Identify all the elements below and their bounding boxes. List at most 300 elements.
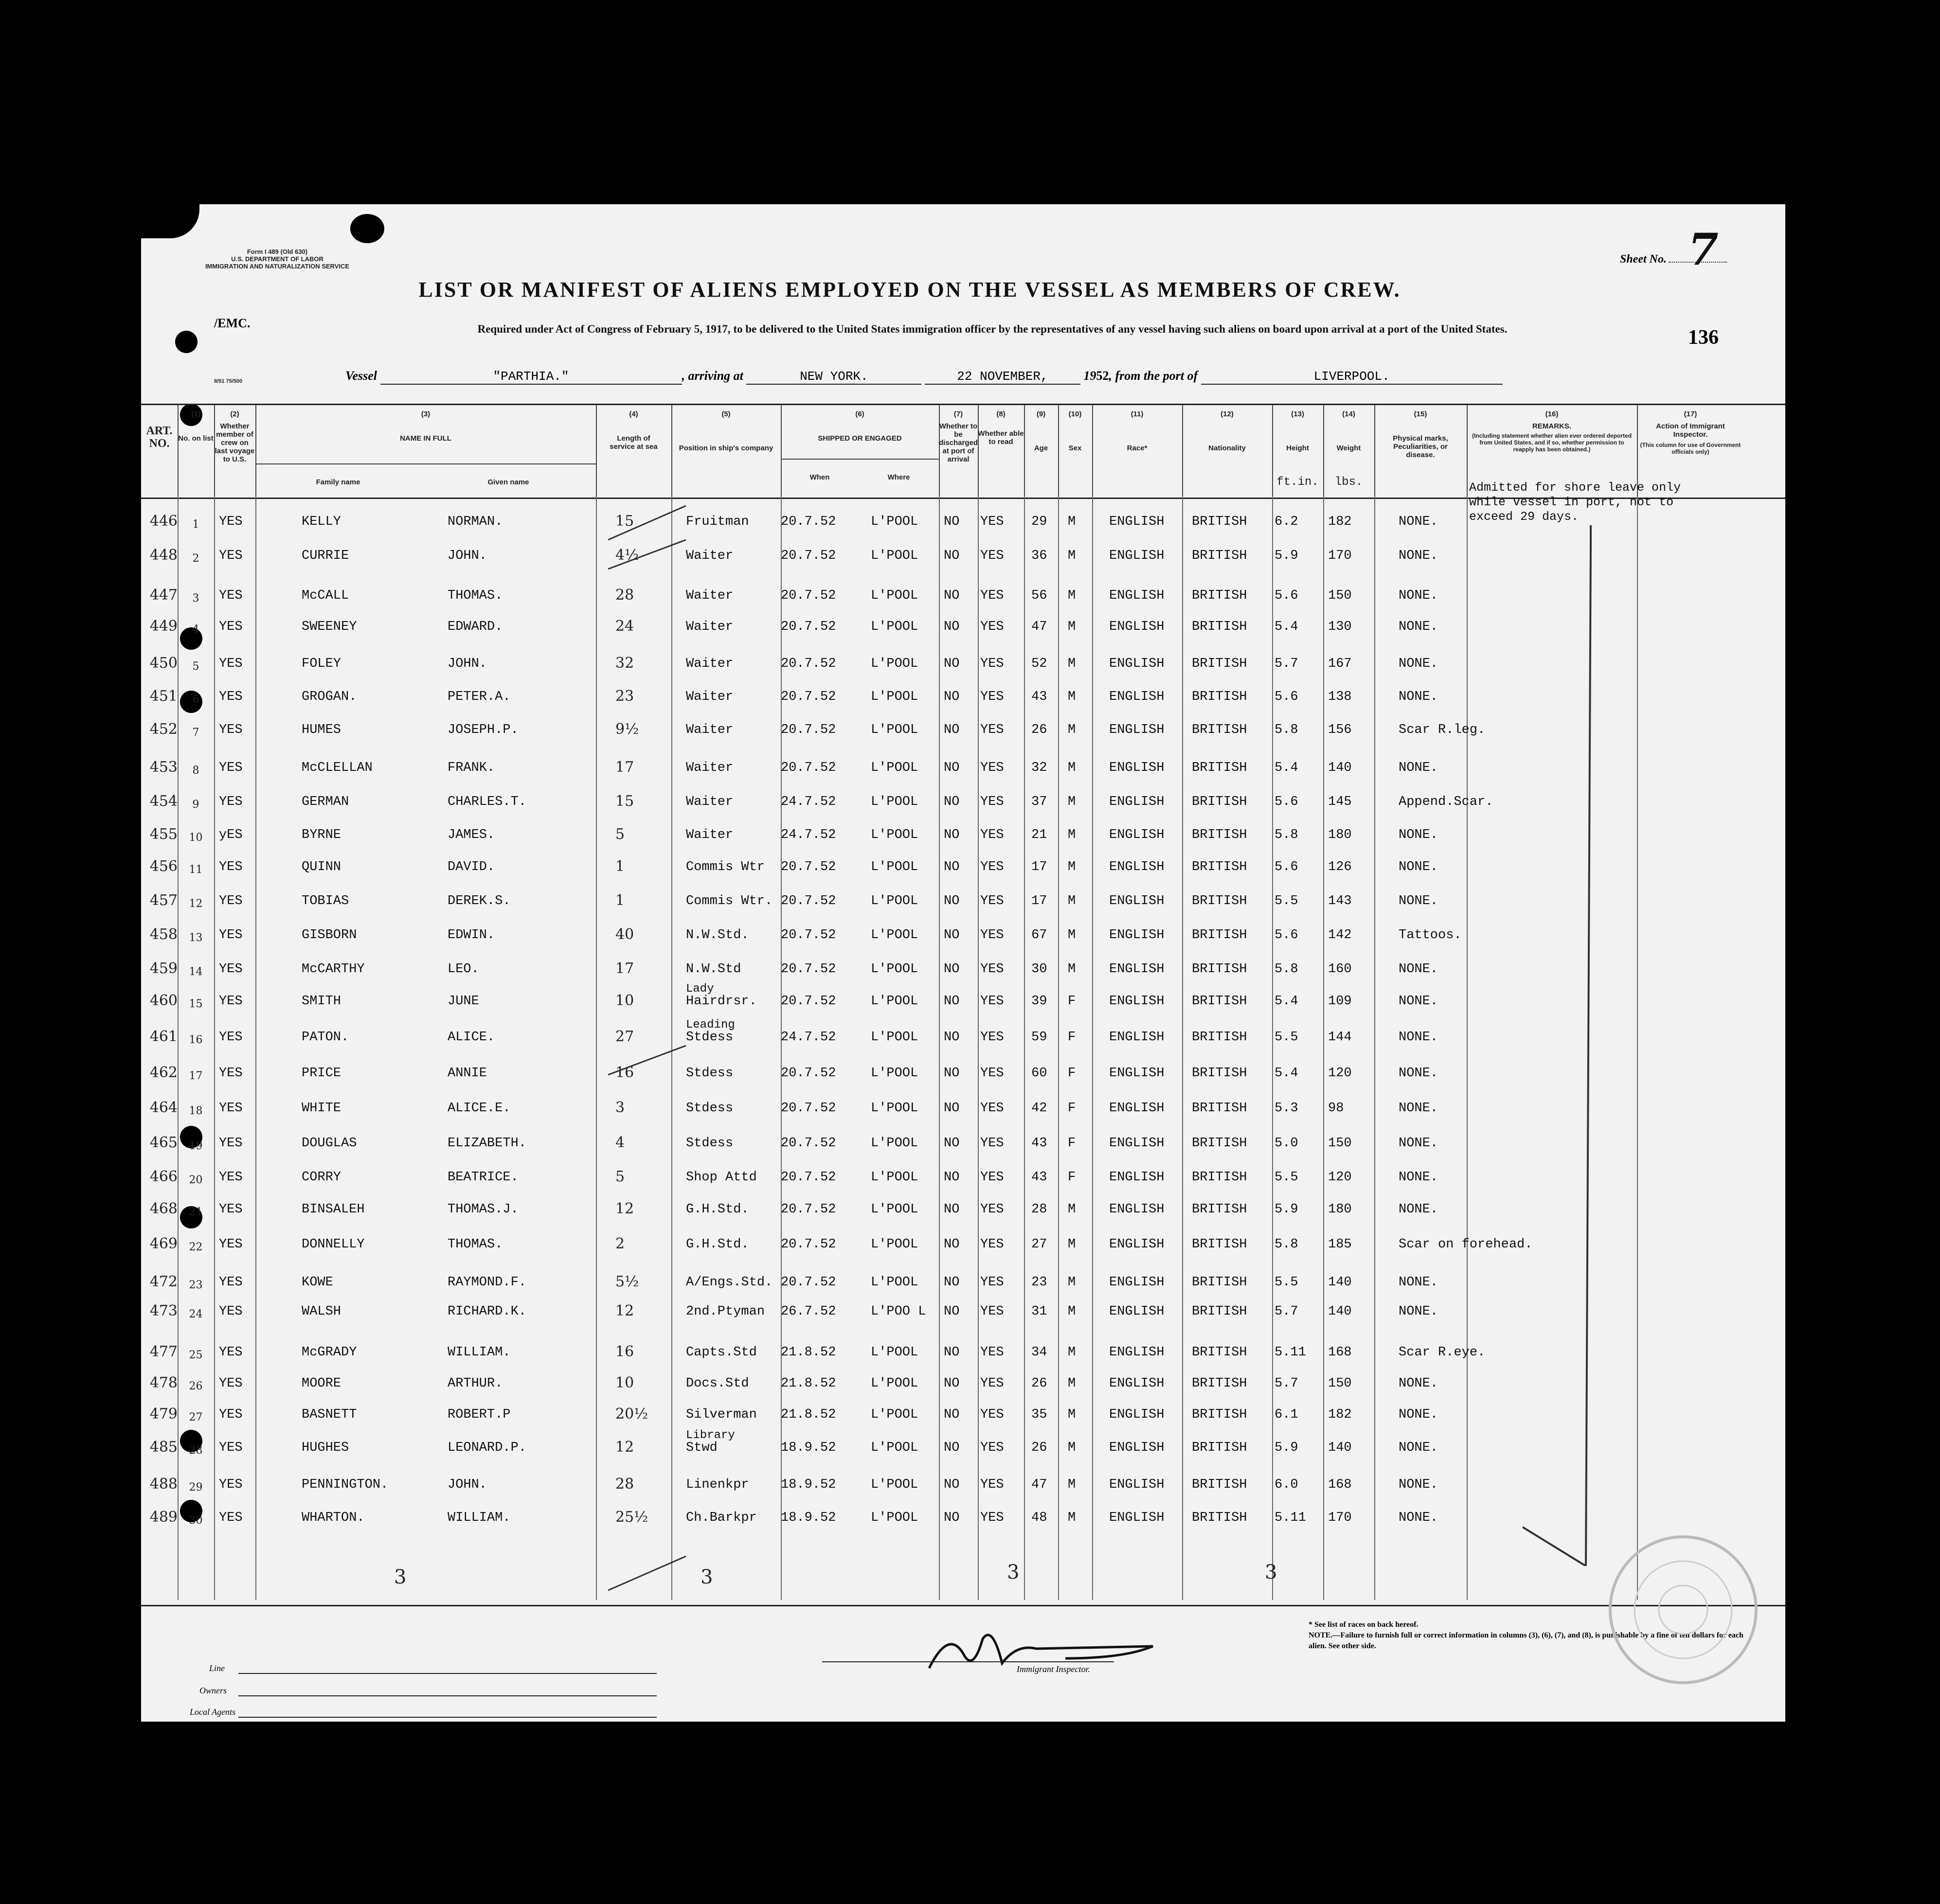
nationality: BRITISH	[1192, 1345, 1247, 1360]
list-number: 6	[192, 694, 199, 706]
family-name: WHITE	[302, 1101, 341, 1116]
art-number: 473	[149, 1302, 178, 1319]
race: ENGLISH	[1109, 657, 1165, 671]
header-c12-num: (12)	[1221, 410, 1234, 418]
height: 5.7	[1275, 1376, 1298, 1391]
length-of-service: 12	[615, 1200, 634, 1217]
discharged: NO	[944, 1304, 960, 1319]
header-c17: Action of Immigrant Inspector.	[1656, 422, 1725, 439]
able-to-read: YES	[980, 1441, 1004, 1455]
able-to-read: YES	[980, 828, 1004, 842]
height: 5.4	[1275, 620, 1298, 634]
length-of-service: 25½	[615, 1509, 648, 1526]
header-c17-sub: (This column for use of Government officials only)	[1640, 442, 1741, 455]
list-number: 22	[189, 1241, 203, 1253]
shipped-where: L'POOL	[871, 761, 918, 775]
header-c14-unit: lbs.	[1334, 476, 1363, 489]
prior-voyage: YES	[219, 723, 243, 737]
able-to-read: YES	[980, 1237, 1004, 1252]
family-name: KOWE	[302, 1275, 333, 1290]
race: ENGLISH	[1109, 1101, 1165, 1116]
physical-marks: NONE.	[1399, 1407, 1438, 1422]
prior-voyage: YES	[219, 515, 243, 529]
shipped-when: 20.7.52	[781, 1101, 836, 1116]
height: 5.9	[1275, 549, 1298, 563]
weight: 168	[1328, 1345, 1352, 1360]
art-number: 449	[149, 618, 178, 635]
family-name: KELLY	[302, 515, 341, 529]
sex: M	[1068, 962, 1076, 977]
art-number: 477	[149, 1343, 178, 1360]
length-of-service: 40	[615, 926, 634, 943]
given-name: WILLIAM.	[448, 1511, 511, 1525]
able-to-read: YES	[980, 1511, 1004, 1525]
prior-voyage: YES	[219, 1275, 243, 1290]
punch-hole	[175, 331, 198, 353]
able-to-read: YES	[980, 994, 1004, 1009]
race: ENGLISH	[1109, 1441, 1165, 1455]
age: 23	[1031, 1275, 1047, 1290]
age: 26	[1031, 1441, 1047, 1455]
nationality: BRITISH	[1192, 1066, 1247, 1081]
header-where: Where	[887, 473, 910, 481]
art-number: 472	[149, 1273, 178, 1290]
height: 5.8	[1275, 828, 1298, 842]
discharged: NO	[944, 723, 960, 737]
able-to-read: YES	[980, 795, 1004, 809]
position: Docs.Std	[686, 1376, 749, 1391]
weight: 150	[1328, 1136, 1352, 1151]
race: ENGLISH	[1109, 1202, 1165, 1217]
given-name: BEATRICE.	[448, 1170, 519, 1185]
list-number: 14	[189, 966, 203, 978]
shipped-where: L'POOL	[871, 515, 918, 529]
position: Stdess	[686, 1136, 734, 1151]
art-number: 479	[149, 1406, 178, 1423]
family-name: TOBIAS	[302, 894, 349, 908]
position: Hairdrsr.	[686, 994, 757, 1009]
height: 5.0	[1275, 1136, 1298, 1151]
shipped-when: 20.7.52	[781, 761, 836, 775]
weight: 182	[1328, 1407, 1352, 1422]
list-number: 13	[189, 932, 203, 944]
discharged: NO	[944, 761, 960, 775]
height: 5.7	[1275, 657, 1298, 671]
able-to-read: YES	[980, 1345, 1004, 1360]
able-to-read: YES	[980, 1376, 1004, 1391]
family-name: QUINN	[302, 860, 341, 874]
header-c16: REMARKS.	[1532, 422, 1571, 430]
sex: M	[1068, 515, 1076, 529]
weight: 167	[1328, 657, 1352, 671]
weight: 140	[1328, 761, 1352, 775]
prior-voyage: YES	[219, 928, 243, 943]
weight: 109	[1328, 994, 1352, 1009]
discharged: NO	[944, 1170, 960, 1185]
shipped-when: 20.7.52	[781, 1237, 836, 1252]
prior-voyage: YES	[219, 1202, 243, 1217]
weight: 168	[1328, 1477, 1352, 1492]
prior-voyage: YES	[219, 1101, 243, 1116]
shipped-where: L'POOL	[871, 860, 918, 874]
physical-marks: NONE.	[1399, 894, 1438, 908]
physical-marks: NONE.	[1399, 994, 1438, 1009]
list-number: 20	[189, 1174, 203, 1186]
from-port: LIVERPOOL.	[1201, 369, 1503, 385]
sex: M	[1068, 549, 1076, 563]
height: 5.6	[1275, 860, 1298, 874]
nationality: BRITISH	[1192, 690, 1247, 704]
nationality: BRITISH	[1192, 723, 1247, 737]
able-to-read: YES	[980, 1101, 1004, 1116]
nationality: BRITISH	[1192, 1376, 1247, 1391]
sex: M	[1068, 620, 1076, 634]
prior-voyage: YES	[219, 1170, 243, 1185]
physical-marks: Scar R.eye.	[1399, 1345, 1486, 1360]
shipped-when: 20.7.52	[781, 860, 836, 874]
nationality: BRITISH	[1192, 657, 1247, 671]
art-number: 466	[149, 1168, 178, 1185]
height: 6.2	[1275, 515, 1298, 529]
art-number: 448	[149, 547, 178, 564]
shipped-where: L'POOL	[871, 894, 918, 908]
weight: 156	[1328, 723, 1352, 737]
shipped-where: L'POOL	[871, 1376, 918, 1391]
header-c3: NAME IN FULL	[400, 434, 451, 443]
race: ENGLISH	[1109, 994, 1165, 1009]
list-number: 10	[189, 832, 203, 844]
header-c11-num: (11)	[1131, 410, 1144, 418]
physical-marks: Append.Scar.	[1399, 795, 1493, 809]
length-of-service: 27	[615, 1028, 634, 1045]
physical-marks: NONE.	[1399, 1275, 1438, 1290]
height: 5.4	[1275, 994, 1298, 1009]
sex: M	[1068, 860, 1076, 874]
height: 5.6	[1275, 690, 1298, 704]
height: 5.9	[1275, 1441, 1298, 1455]
able-to-read: YES	[980, 723, 1004, 737]
height: 5.11	[1275, 1511, 1306, 1525]
required-statement: Required under Act of Congress of February 5, 1917, to be delivered to the United States immigration officer by the representatives of any vessel having such aliens on board upon arrival at a port of the United States.	[477, 323, 1508, 335]
prior-voyage: YES	[219, 620, 243, 634]
position: N.W.Std.	[686, 928, 749, 943]
discharged: NO	[944, 1376, 960, 1391]
shipped-when: 18.9.52	[781, 1441, 836, 1455]
consulate-seal	[1600, 1527, 1766, 1692]
discharged: NO	[944, 1202, 960, 1217]
list-number: 7	[192, 727, 199, 739]
discharged: NO	[944, 1136, 960, 1151]
weight: 182	[1328, 515, 1352, 529]
physical-marks: NONE.	[1399, 1376, 1438, 1391]
header-c6-num: (6)	[855, 410, 864, 418]
family-name: CORRY	[302, 1170, 341, 1185]
position-prefix: Library	[686, 1429, 735, 1442]
header-c5-num: (5)	[721, 410, 731, 418]
able-to-read: YES	[980, 1407, 1004, 1422]
weight: 170	[1328, 1511, 1352, 1525]
nationality: BRITISH	[1192, 1101, 1247, 1116]
age: 30	[1031, 962, 1047, 977]
height: 5.5	[1275, 894, 1298, 908]
torn-corner	[141, 204, 199, 238]
sex: M	[1068, 761, 1076, 775]
header-c13-num: (13)	[1291, 410, 1304, 418]
race: ENGLISH	[1109, 962, 1165, 977]
nationality: BRITISH	[1192, 1202, 1247, 1217]
header-c9-num: (9)	[1036, 410, 1046, 418]
physical-marks: NONE.	[1399, 620, 1438, 634]
position: Silverman	[686, 1407, 757, 1422]
family-name: McCLELLAN	[302, 761, 373, 775]
header-given: Given name	[487, 478, 529, 486]
nationality: BRITISH	[1192, 1170, 1247, 1185]
position: Linenkpr	[686, 1477, 749, 1492]
list-number: 11	[189, 864, 203, 876]
length-of-service: 17	[615, 960, 634, 977]
nationality: BRITISH	[1192, 1511, 1247, 1525]
height: 5.5	[1275, 1275, 1298, 1290]
length-of-service: 5	[615, 1168, 625, 1185]
discharged: NO	[944, 690, 960, 704]
discharged: NO	[944, 1511, 960, 1525]
header-c16-sub: (Including statement whether alien ever ordered deported from United States, and if so, whether permission to reapply has been obtained.)	[1472, 432, 1632, 453]
weight: 143	[1328, 894, 1352, 908]
list-number: 26	[189, 1380, 203, 1392]
sheet-number: 7	[1688, 224, 1719, 275]
discharged: NO	[944, 962, 960, 977]
position: Ch.Barkpr	[686, 1511, 757, 1525]
shipped-when: 24.7.52	[781, 1030, 836, 1045]
race: ENGLISH	[1109, 1170, 1165, 1185]
able-to-read: YES	[980, 1477, 1004, 1492]
art-number: 461	[149, 1028, 178, 1045]
sex: F	[1068, 1101, 1076, 1116]
sex: M	[1068, 723, 1076, 737]
family-name: MOORE	[302, 1376, 341, 1391]
prior-voyage: YES	[219, 1304, 243, 1319]
header-c4-num: (4)	[629, 410, 638, 418]
discharged: NO	[944, 860, 960, 874]
nationality: BRITISH	[1192, 860, 1247, 874]
sex: M	[1068, 1407, 1076, 1422]
note-races: * See list of races on back hereof.	[1309, 1620, 1419, 1629]
given-name: ARTHUR.	[448, 1376, 503, 1391]
shipped-when: 20.7.52	[781, 690, 836, 704]
physical-marks: NONE.	[1399, 690, 1438, 704]
art-number: 455	[149, 826, 178, 843]
race: ENGLISH	[1109, 894, 1165, 908]
shipped-when: 20.7.52	[781, 723, 836, 737]
length-of-service: 3	[615, 1099, 625, 1116]
header-c14: Weight	[1336, 444, 1361, 452]
nationality: BRITISH	[1192, 515, 1247, 529]
art-number: 446	[149, 513, 178, 530]
nationality: BRITISH	[1192, 928, 1247, 943]
art-number: 468	[149, 1200, 178, 1217]
family-name: GISBORN	[302, 928, 357, 943]
weight: 138	[1328, 690, 1352, 704]
given-name: WILLIAM.	[448, 1345, 511, 1360]
given-name: NORMAN.	[448, 515, 503, 529]
length-of-service: 24	[615, 618, 634, 635]
height: 5.5	[1275, 1030, 1298, 1045]
remarks-line: Admitted for shore leave only	[1469, 480, 1681, 495]
list-number: 19	[189, 1140, 203, 1152]
shipped-when: 21.8.52	[781, 1407, 836, 1422]
given-name: DEREK.S.	[448, 894, 511, 908]
nationality: BRITISH	[1192, 1407, 1247, 1422]
nationality: BRITISH	[1192, 549, 1247, 563]
position: Waiter	[686, 690, 734, 704]
weight: 120	[1328, 1170, 1352, 1185]
list-number: 21	[189, 1206, 203, 1218]
age: 60	[1031, 1066, 1047, 1081]
list-number: 28	[189, 1444, 203, 1457]
header-family: Family name	[316, 478, 360, 486]
length-of-service: 1	[615, 858, 625, 875]
length-of-service: 5½	[615, 1273, 639, 1290]
nationality: BRITISH	[1192, 1275, 1247, 1290]
header-c2: Whether member of crew on last voyage to U.S.	[215, 422, 255, 463]
position: Shop Attd	[686, 1170, 757, 1185]
race: ENGLISH	[1109, 1066, 1165, 1081]
shipped-where: L'POOL	[871, 1170, 918, 1185]
form-code: 8/51 75/500	[214, 378, 243, 384]
prior-voyage: YES	[219, 690, 243, 704]
nationality: BRITISH	[1192, 620, 1247, 634]
physical-marks: NONE.	[1399, 549, 1438, 563]
sex: M	[1068, 795, 1076, 809]
discharged: NO	[944, 994, 960, 1009]
race: ENGLISH	[1109, 795, 1165, 809]
position: N.W.Std	[686, 962, 741, 977]
shipped-when: 20.7.52	[781, 620, 836, 634]
race: ENGLISH	[1109, 549, 1165, 563]
race: ENGLISH	[1109, 588, 1165, 603]
given-name: PETER.A.	[448, 690, 511, 704]
header-c15: Physical marks, Peculiarities, or disease.	[1393, 434, 1448, 459]
able-to-read: YES	[980, 515, 1004, 529]
age: 47	[1031, 1477, 1047, 1492]
shipped-when: 20.7.52	[781, 588, 836, 603]
physical-marks: NONE.	[1399, 1511, 1438, 1525]
physical-marks: NONE.	[1399, 1477, 1438, 1492]
sex: M	[1068, 928, 1076, 943]
header-c16-num: (16)	[1545, 410, 1559, 418]
art-number: 460	[149, 992, 178, 1009]
list-number: 15	[189, 998, 203, 1010]
given-name: EDWIN.	[448, 928, 495, 943]
given-name: JOSEPH.P.	[448, 723, 519, 737]
sex: M	[1068, 1345, 1076, 1360]
arrival-port: NEW YORK.	[746, 369, 921, 385]
able-to-read: YES	[980, 860, 1004, 874]
physical-marks: NONE.	[1399, 1101, 1438, 1116]
prior-voyage: yES	[219, 828, 243, 842]
given-name: ROBERT.P	[448, 1407, 511, 1422]
weight: 126	[1328, 860, 1352, 874]
physical-marks: NONE.	[1399, 761, 1438, 775]
list-number: 30	[189, 1514, 203, 1527]
art-number: 456	[149, 858, 178, 875]
age: 32	[1031, 761, 1047, 775]
service-strikes	[598, 496, 696, 1600]
age: 42	[1031, 1101, 1047, 1116]
header-c12: Nationality	[1208, 444, 1246, 452]
header-c3-num: (3)	[421, 410, 431, 418]
page-title: LIST OR MANIFEST OF ALIENS EMPLOYED ON THE VESSEL AS MEMBERS OF CREW.	[418, 278, 1401, 302]
race: ENGLISH	[1109, 1136, 1165, 1151]
given-name: THOMAS.J.	[448, 1202, 519, 1217]
position: Waiter	[686, 723, 734, 737]
arriving-label: , arriving at	[682, 369, 743, 383]
shipped-where: L'POOL	[871, 1066, 918, 1081]
art-number: 450	[149, 655, 178, 672]
shipped-when: 20.7.52	[781, 1066, 836, 1081]
length-of-service: 32	[615, 655, 634, 672]
shipped-when: 20.7.52	[781, 1275, 836, 1290]
nationality: BRITISH	[1192, 1136, 1247, 1151]
list-number: 2	[192, 552, 199, 565]
family-name: FOLEY	[302, 657, 341, 671]
shipped-where: L'POOL	[871, 994, 918, 1009]
vessel-label: Vessel	[345, 369, 377, 383]
family-name: BINSALEH	[302, 1202, 365, 1217]
shipped-where: L'POOL	[871, 1275, 918, 1290]
position: Fruitman	[686, 515, 749, 529]
shipped-where: L'POOL	[871, 828, 918, 842]
given-name: FRANK.	[448, 761, 495, 775]
sex: M	[1068, 1237, 1076, 1252]
art-number: 458	[149, 926, 178, 943]
nationality: BRITISH	[1192, 962, 1247, 977]
prior-voyage: YES	[219, 549, 243, 563]
given-name: JOHN.	[448, 657, 487, 671]
weight: 145	[1328, 795, 1352, 809]
art-number: 457	[149, 892, 178, 909]
nationality: BRITISH	[1192, 1304, 1247, 1319]
weight: 140	[1328, 1275, 1352, 1290]
shipped-where: L'POOL	[871, 795, 918, 809]
header-c5: Position in ship's company	[679, 444, 773, 452]
art-number: 465	[149, 1134, 178, 1151]
given-name: ALICE.E.	[448, 1101, 511, 1116]
sex: F	[1068, 1030, 1076, 1045]
list-number: 8	[192, 765, 199, 777]
discharged: NO	[944, 1275, 960, 1290]
discharged: NO	[944, 1030, 960, 1045]
given-name: THOMAS.	[448, 588, 503, 603]
length-of-service: 10	[615, 992, 634, 1009]
header-c10: Sex	[1068, 444, 1082, 452]
nationality: BRITISH	[1192, 994, 1247, 1009]
sex: M	[1068, 1511, 1076, 1525]
shipped-where: L'POOL	[871, 1511, 918, 1525]
discharged: NO	[944, 928, 960, 943]
form-service: IMMIGRATION AND NATURALIZATION SERVICE	[205, 263, 350, 270]
prior-voyage: YES	[219, 795, 243, 809]
page-number: 136	[1688, 326, 1719, 349]
nationality: BRITISH	[1192, 761, 1247, 775]
shipped-when: 20.7.52	[781, 962, 836, 977]
age: 17	[1031, 860, 1047, 874]
remarks-line: while vessel in port, not to	[1469, 495, 1674, 509]
sex: M	[1068, 1376, 1076, 1391]
length-of-service: 12	[615, 1302, 634, 1319]
sex: M	[1068, 894, 1076, 908]
family-name: PRICE	[302, 1066, 341, 1081]
